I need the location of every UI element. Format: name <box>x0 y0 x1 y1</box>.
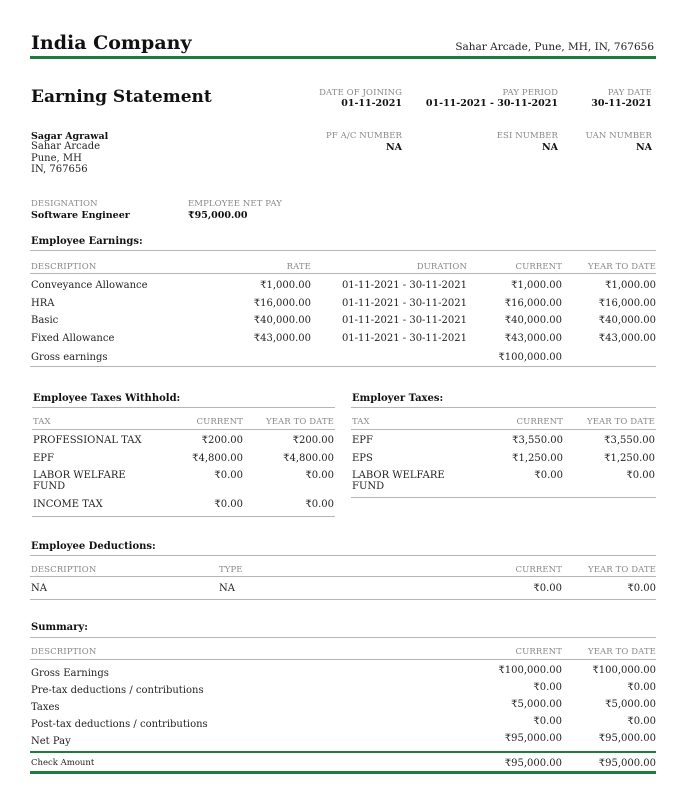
earnings-header-current: CURRENT <box>515 262 562 272</box>
earnings-row-rate: ₹40,000.00 <box>253 315 311 326</box>
header-divider <box>30 56 656 59</box>
summary-header-ytd: YEAR TO DATE <box>588 647 656 657</box>
doj-value: 01-11-2021 <box>341 98 402 109</box>
earnings-row-current: ₹1,000.00 <box>511 280 562 291</box>
earnings-divider-top <box>30 250 656 251</box>
er-taxes-header-ytd: YEAR TO DATE <box>587 417 655 427</box>
earnings-row-ytd: ₹1,000.00 <box>605 280 656 291</box>
check-divider-bottom <box>30 771 656 774</box>
gross-earnings-label: Gross earnings <box>31 352 108 363</box>
er-tax-row-name: EPS <box>352 453 373 464</box>
employee-address-line2: Pune, MH <box>31 153 82 164</box>
emp-tax-row-current: ₹0.00 <box>214 470 243 481</box>
summary-header-current: CURRENT <box>515 647 562 657</box>
deductions-title: Employee Deductions: <box>31 541 156 552</box>
deduction-row-type: NA <box>219 583 235 594</box>
earnings-header-rate: RATE <box>286 262 311 272</box>
deductions-header-description: DESCRIPTION <box>31 565 97 575</box>
deduction-row-ytd: ₹0.00 <box>627 583 656 594</box>
er-tax-row-current: ₹3,550.00 <box>512 435 563 446</box>
summary-row-ytd: ₹0.00 <box>627 682 656 693</box>
employee-address-line1: Sahar Arcade <box>31 141 101 152</box>
emp-tax-row-ytd: ₹200.00 <box>292 435 334 446</box>
earnings-header-duration: DURATION <box>416 262 467 272</box>
employee-address-line3: IN, 767656 <box>31 164 88 175</box>
emp-taxes-divider-top <box>32 407 335 408</box>
emp-tax-row-current: ₹4,800.00 <box>192 453 243 464</box>
emp-taxes-divider-header <box>32 429 335 430</box>
er-tax-row-ytd: ₹1,250.00 <box>604 453 655 464</box>
doj-label: DATE OF JOINING <box>319 88 402 98</box>
company-name: India Company <box>31 32 192 54</box>
check-divider-top <box>30 751 656 753</box>
esi-value: NA <box>541 142 558 153</box>
pay-date-value: 30-11-2021 <box>591 98 652 109</box>
earnings-row-rate: ₹16,000.00 <box>253 298 311 309</box>
summary-divider-top <box>30 637 656 638</box>
pf-label: PF A/C NUMBER <box>326 131 402 141</box>
summary-row-description: Gross Earnings <box>31 668 109 679</box>
emp-tax-row-name: LABOR WELFARE FUND <box>33 470 126 492</box>
deductions-header-ytd: YEAR TO DATE <box>588 565 656 575</box>
check-amount-ytd: ₹95,000.00 <box>598 758 656 769</box>
check-amount-label: Check Amount <box>31 758 95 768</box>
earnings-row-current: ₹40,000.00 <box>504 315 562 326</box>
employee-name: Sagar Agrawal <box>31 131 109 142</box>
summary-title: Summary: <box>31 622 88 633</box>
deductions-divider-bottom <box>30 599 656 600</box>
earnings-row-duration: 01-11-2021 - 30-11-2021 <box>341 333 467 344</box>
earnings-row-rate: ₹43,000.00 <box>253 333 311 344</box>
pay-period-value: 01-11-2021 - 30-11-2021 <box>425 98 558 109</box>
earnings-row-description: Basic <box>31 315 59 326</box>
summary-row-current: ₹0.00 <box>533 682 562 693</box>
er-tax-row-current: ₹1,250.00 <box>512 453 563 464</box>
earnings-row-duration: 01-11-2021 - 30-11-2021 <box>341 315 467 326</box>
er-tax-row-name: EPF <box>352 435 373 446</box>
er-tax-row-ytd: ₹3,550.00 <box>604 435 655 446</box>
summary-row-description: Pre-tax deductions / contributions <box>31 685 204 696</box>
esi-label: ESI NUMBER <box>496 131 558 141</box>
er-tax-row-name: LABOR WELFARE FUND <box>352 470 445 492</box>
designation-value: Software Engineer <box>31 210 130 221</box>
designation-label: DESIGNATION <box>31 199 98 209</box>
earnings-row-rate: ₹1,000.00 <box>260 280 311 291</box>
employer-taxes-title: Employer Taxes: <box>352 393 444 404</box>
earnings-row-current: ₹43,000.00 <box>504 333 562 344</box>
net-pay-value: ₹95,000.00 <box>188 210 248 221</box>
deductions-header-type: TYPE <box>219 565 243 575</box>
pf-value: NA <box>385 142 402 153</box>
statement-title: Earning Statement <box>31 87 212 107</box>
summary-row-description: Taxes <box>31 702 60 713</box>
summary-row-description: Post-tax deductions / contributions <box>31 719 208 730</box>
earnings-header-description: DESCRIPTION <box>31 262 97 272</box>
pay-date-label: PAY DATE <box>607 88 652 98</box>
er-tax-row-ytd: ₹0.00 <box>626 470 655 481</box>
emp-taxes-header-ytd: YEAR TO DATE <box>266 417 334 427</box>
emp-tax-row-name: PROFESSIONAL TAX <box>33 435 142 446</box>
employee-taxes-title: Employee Taxes Withhold: <box>33 393 181 404</box>
summary-row-current: ₹95,000.00 <box>504 733 562 744</box>
emp-taxes-header-tax: TAX <box>33 417 51 427</box>
emp-tax-row-name: INCOME TAX <box>33 499 103 510</box>
earnings-row-duration: 01-11-2021 - 30-11-2021 <box>341 298 467 309</box>
summary-row-ytd: ₹95,000.00 <box>598 733 656 744</box>
earnings-row-duration: 01-11-2021 - 30-11-2021 <box>341 280 467 291</box>
summary-row-ytd: ₹5,000.00 <box>605 699 656 710</box>
deductions-header-current: CURRENT <box>515 565 562 575</box>
er-taxes-divider-top <box>351 407 656 408</box>
summary-row-current: ₹5,000.00 <box>511 699 562 710</box>
earnings-row-description: Fixed Allowance <box>31 333 115 344</box>
summary-row-ytd: ₹100,000.00 <box>592 665 656 676</box>
net-pay-label: EMPLOYEE NET PAY <box>188 199 282 209</box>
deduction-row-description: NA <box>31 583 47 594</box>
company-address: Sahar Arcade, Pune, MH, IN, 767656 <box>455 41 654 53</box>
earnings-divider-bottom <box>30 366 656 367</box>
uan-value: NA <box>635 142 652 153</box>
er-taxes-header-tax: TAX <box>352 417 370 427</box>
uan-label: UAN NUMBER <box>585 131 652 141</box>
summary-row-ytd: ₹0.00 <box>627 716 656 727</box>
earnings-divider-header <box>30 273 656 274</box>
gross-earnings-value: ₹100,000.00 <box>498 352 562 363</box>
earnings-row-ytd: ₹16,000.00 <box>598 298 656 309</box>
er-taxes-divider-header <box>351 429 656 430</box>
deductions-divider-header <box>30 576 656 577</box>
earnings-row-description: Conveyance Allowance <box>31 280 148 291</box>
pay-period-label: PAY PERIOD <box>502 88 558 98</box>
er-taxes-header-current: CURRENT <box>516 417 563 427</box>
emp-tax-row-name: EPF <box>33 453 54 464</box>
summary-row-current: ₹0.00 <box>533 716 562 727</box>
summary-header-description: DESCRIPTION <box>31 647 97 657</box>
earnings-row-description: HRA <box>31 298 55 309</box>
emp-taxes-divider-bottom <box>32 516 335 517</box>
deductions-divider-top <box>30 555 656 556</box>
check-amount-current: ₹95,000.00 <box>504 758 562 769</box>
summary-divider-header <box>30 659 656 660</box>
summary-row-current: ₹100,000.00 <box>498 665 562 676</box>
summary-row-description: Net Pay <box>31 736 71 747</box>
earnings-header-ytd: YEAR TO DATE <box>588 262 656 272</box>
deduction-row-current: ₹0.00 <box>533 583 562 594</box>
emp-tax-row-ytd: ₹0.00 <box>305 499 334 510</box>
er-tax-row-current: ₹0.00 <box>534 470 563 481</box>
emp-tax-row-ytd: ₹4,800.00 <box>283 453 334 464</box>
earnings-row-current: ₹16,000.00 <box>504 298 562 309</box>
er-taxes-divider-bottom <box>351 497 656 498</box>
earnings-title: Employee Earnings: <box>31 236 143 247</box>
emp-tax-row-current: ₹0.00 <box>214 499 243 510</box>
emp-tax-row-ytd: ₹0.00 <box>305 470 334 481</box>
emp-tax-row-current: ₹200.00 <box>201 435 243 446</box>
earnings-row-ytd: ₹40,000.00 <box>598 315 656 326</box>
emp-taxes-header-current: CURRENT <box>196 417 243 427</box>
earnings-row-ytd: ₹43,000.00 <box>598 333 656 344</box>
